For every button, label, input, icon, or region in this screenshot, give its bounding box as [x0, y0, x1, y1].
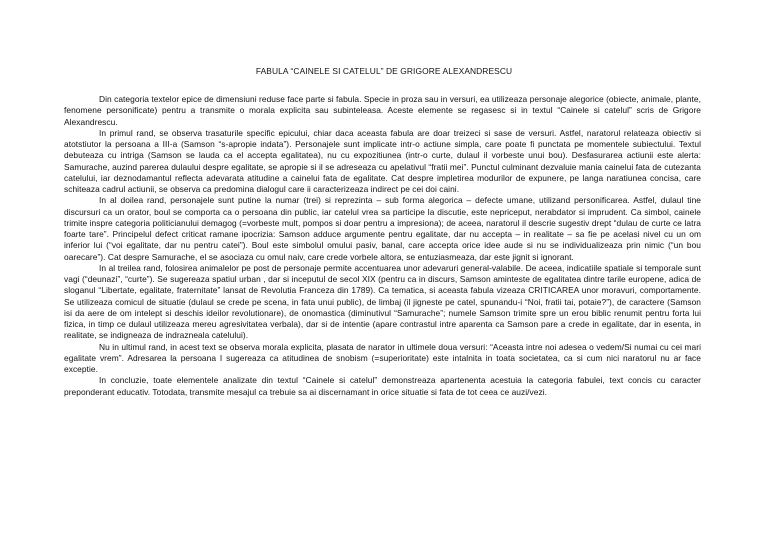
paragraph-third: In al treilea rand, folosirea animalelor pe post de personaje permite accentuarea unor adevaruri general-valabile. De aceea, indicatiile spatiale si temporale sunt vagi (“deunazi”, “curte”). Se sugereaza spatiul urban , dar si inceputul de secol XIX (pentru ca in discurs, Samson aminteste de egalitatea dintre tarile europene, adica de sloganul “Libertate, egalitate, fraternitate” lansat de Revolutia Franceza din 1789). Ca tematica, si aceasta fabula vizeaza CRITICAREA unor moravuri, comportamente. Se utilizeaza comicul de situatie (dulaul se crede pe scena, in fata unui public), de limbaj (il jigneste pe catel, spunandu-i “Noi, fratii tai, potaie?”), de caractere (Samson isi da aere de om intelept si deschis ideilor revolutionare), de onomastica (diminutivul “Samurache”; numele Samson trimite spre un erou biblic renumit pentru forta lui fizica, in timp ce dulaul utilizeaza mereu agresivitatea verbala), dar si de intentie (apare contrastul intre aparenta ca Samson pare a crede in egalitate, dar in esenta, in realitate, se indigneaza de indrazneala catelului).: [64, 262, 701, 341]
paragraph-first: In primul rand, se observa trasaturile specific epicului, chiar daca aceasta fabula are doar treizeci si sase de versuri. Astfel, naratorul relateaza obiectiv si atotstiutor la persoana a III-a (Samson “s-apropie indata”). Personajele sunt implicate intr-o actiune simpla, care poate fi punctata pe momentele subiectului. Textul debuteaza cu intriga (Samson se lauda ca el accepta egalitatea), nu cu expozitiunea (intr-o curte, dulaul il vorbeste unui bou). Desfasurarea actiunii este alerta: Samurache, auzind parerea dulaului despre egalitate, se apropie si il se adreseaza cu apelativul “fratii mei”. Punctul culminant dezvaluie mania cainelui fata de cutezanta catelului, iar deznodamantul reflecta adevarata atitudine a cainelui fata de egalitate. Cat despre impletirea modurilor de expunere, pe langa naratiunea concisa, care schiteaza cadrul actiunii, se observa ca predomina dialogul care ii caracterizeaza indirect pe cei doi caini.: [64, 127, 701, 194]
paragraph-moral: Nu in ultimul rand, in acest text se observa morala explicita, plasata de narator in ultimele doua versuri: “Aceasta intre noi adesea o vedem/Si numai cu cei mari egalitate vrem”. Adresarea la persoana I sugereaza ca atitudinea de snobism (=superioritate) este intalnita in toata societatea, ca si cum nici naratorul nu ar face exceptie.: [64, 341, 701, 374]
document-title: FABULA “CAINELE SI CATELUL” DE GRIGORE ALEXANDRESCU: [255, 66, 513, 76]
document-body: [64, 94, 701, 398]
paragraph-intro: Din categoria textelor epice de dimensiuni reduse face parte si fabula. Specie in proza sau in versuri, ea utilizeaza personaje alegorice (obiecte, animale, plante, fenomene personificate) pentru a transmite o morala explicita sau subinteleasa. Aceste elemente se regasesc si in textul “Cainele si catelul” scris de Grigore Alexandrescu.: [64, 94, 701, 127]
paragraph-conclusion: In concluzie, toate elementele analizate din textul “Cainele si catelul” demonstreaza apartenenta acestuia la categoria fabulei, text concis cu caracter preponderant educativ. Totodata, transmite mesajul ca trebuie sa ai discernamant in orice situatie si fata de tot ceea ce auzi/vezi.: [64, 375, 701, 397]
paragraph-second: In al doilea rand, personajele sunt putine la numar (trei) si reprezinta – sub forma alegorica – defecte umane, utilizand personificarea. Astfel, dulaul tine discursuri ca un orator, boul se comporta ca o persoana din public, iar catelul vrea sa participe la discutie, este nepriceput, nerabdator si imprudent. Ca simbol, cainele trimite inspre categoria politicianului demagog (=vorbeste mult, pompos si doar pentru a impresiona); de aceea, naratorul il descrie sugestiv drept “dulau de curte ce latra foarte tare”. Principelul defect criticat ramane ipocrizia: Samson adduce argumente pentru egalitate, dar nu accepta – in realitate – sa fie pe acelasi nivel cu un om inferior lui (“voi egalitate, dar nu pentru catei”). Boul este simbolul omului pasiv, banal, care accepta orice idee aude si nu se individualizeaza prin nimic (“un bou oarecare”). Cat despre Samurache, el se asociaza cu omul naiv, care crede vorbele altora, se entuziasmeaza, dar este jignit si ignorant.: [64, 195, 701, 262]
